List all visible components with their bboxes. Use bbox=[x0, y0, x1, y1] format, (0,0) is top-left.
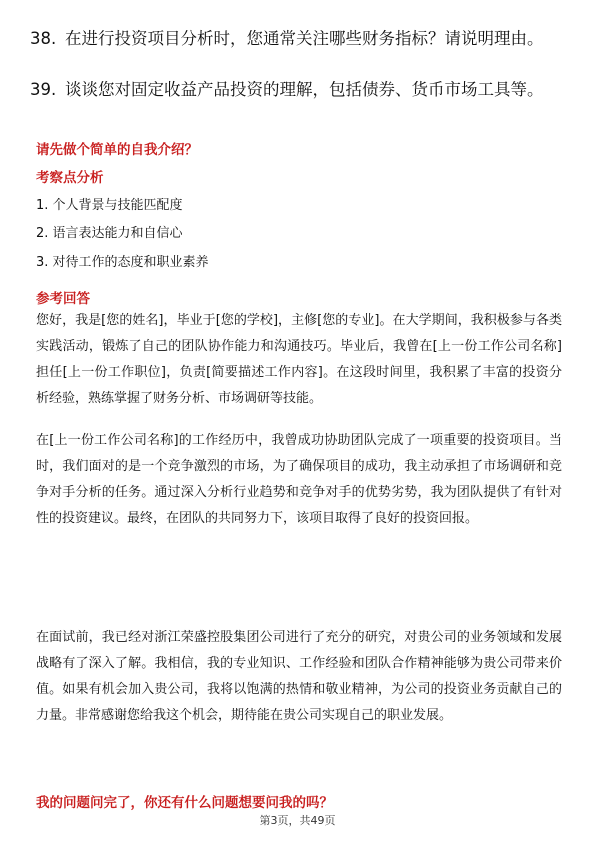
page-footer: 第3页，共49页 bbox=[259, 814, 336, 827]
intro-question-heading: 请先做个简单的自我介绍？ bbox=[36, 142, 198, 158]
answer-paragraph: 在面试前，我已经对浙江荣盛控股集团公司进行了充分的研究，对贵公司的业务领域和发展战略有了深入了解。我相信，我的专业知识、工作经验和团队合作精神能够为贵公司带来价值。如果有机会加入贵公司，我将以饱满的热情和敬业精神，为公司的投资业务贡献自己的力量。非常感谢您给我这个机会，期待能在贵公司实现自己的职业发展。 bbox=[36, 630, 562, 723]
analysis-item: 1. 个人背景与技能匹配度 bbox=[36, 198, 183, 213]
question-text: 谈谈您对固定收益产品投资的理解，包括债券、货币市场工具等。 bbox=[65, 80, 544, 99]
analysis-item: 2. 语言表达能力和自信心 bbox=[36, 226, 183, 241]
analysis-item: 3. 对待工作的态度和职业素养 bbox=[36, 255, 209, 270]
answer-paragraph: 在[上一份工作公司名称]的工作经历中，我曾成功协助团队完成了一项重要的投资项目。当时，我们面对的是一个竞争激烈的市场，为了确保项目的成功，我主动承担了市场调研和竞争对手分析的任务。通过深入分析行业趋势和竞争对手的优势劣势，我为团队提供了有针对性的投资建议。最终，在团队的共同努力下，该项目取得了良好的投资回报。 bbox=[36, 433, 562, 526]
answer-heading: 参考回答 bbox=[36, 291, 90, 307]
answer-paragraph: 您好，我是[您的姓名]，毕业于[您的学校]，主修[您的专业]。在大学期间，我积极参与各类实践活动，锻炼了自己的团队协作能力和沟通技巧。毕业后，我曾在[上一份工作公司名称]担任[上一份工作职位]，负责[简要描述工作内容]。在这段时间里，我积累了丰富的投资分析经验，熟练掌握了财务分析、市场调研等技能。 bbox=[36, 313, 562, 406]
question-number: 38. bbox=[30, 29, 57, 48]
analysis-heading: 考察点分析 bbox=[36, 170, 104, 186]
question-text: 在进行投资项目分析时，您通常关注哪些财务指标？请说明理由。 bbox=[65, 29, 544, 48]
question-number: 39. bbox=[30, 80, 57, 99]
closing-question-heading: 我的问题问完了，你还有什么问题想要问我的吗？ bbox=[36, 795, 333, 811]
